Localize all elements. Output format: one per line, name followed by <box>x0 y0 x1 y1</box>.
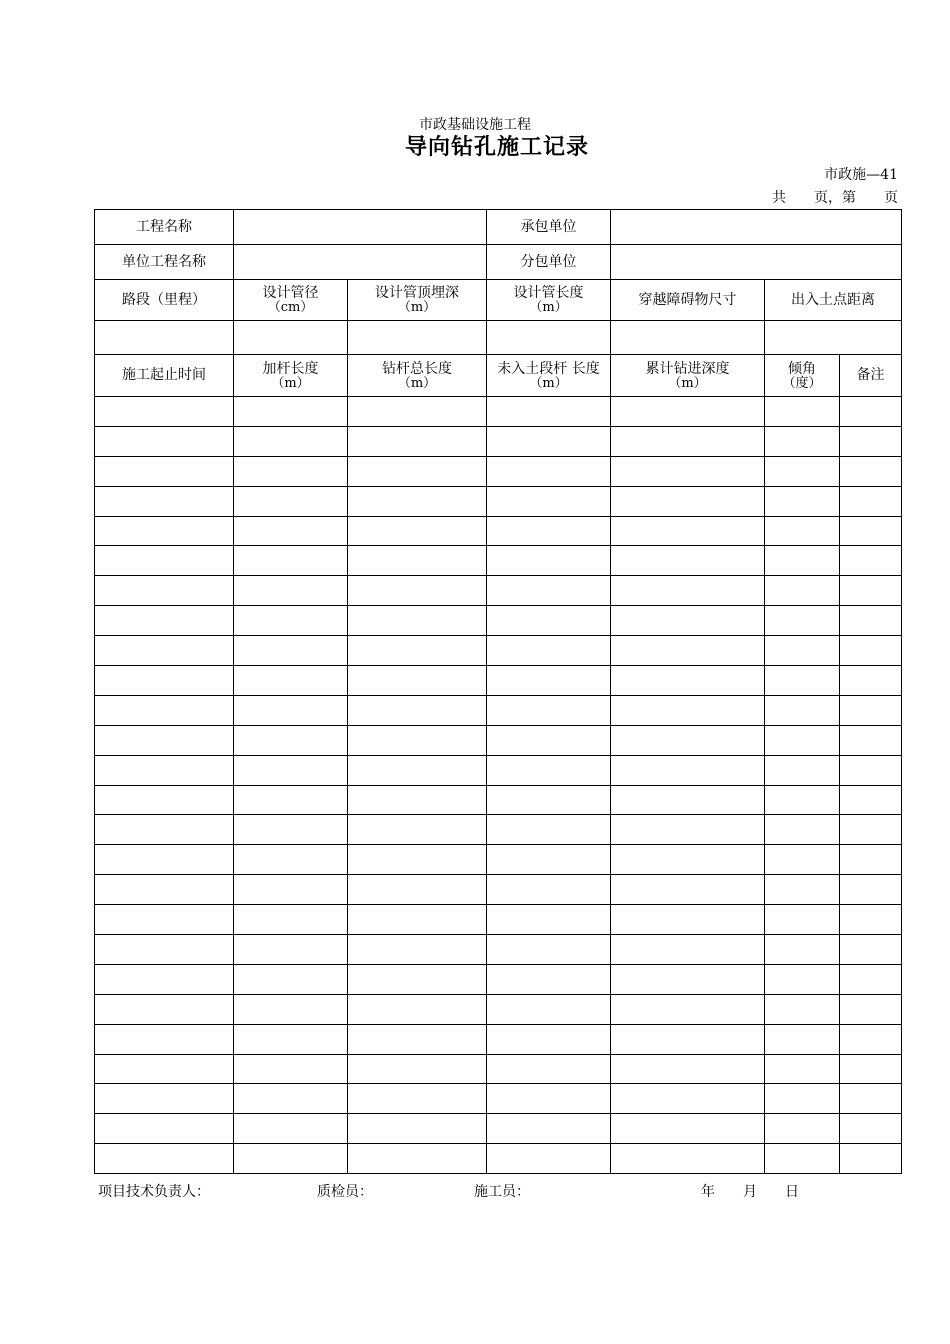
total-rod-header <box>348 355 487 397</box>
log-cell[interactable] <box>611 606 765 636</box>
pipe-length-header <box>487 280 611 321</box>
obstacle-size-value[interactable] <box>611 321 765 355</box>
log-cell[interactable] <box>95 994 234 1024</box>
log-cell[interactable] <box>487 426 611 456</box>
form-title: 导向钻孔施工记录 <box>404 134 589 160</box>
log-cell[interactable] <box>487 516 611 546</box>
log-cell[interactable] <box>487 935 611 965</box>
log-row <box>95 426 902 456</box>
log-cell[interactable] <box>765 546 840 576</box>
time-header: 施工起止时间 <box>95 355 234 397</box>
angle-label: 倾角 <box>788 360 816 377</box>
rod-length-label: 加杆长度 <box>262 360 319 377</box>
unit-project-row <box>95 245 902 280</box>
log-cell[interactable] <box>487 397 611 427</box>
log-cell[interactable] <box>611 1084 765 1114</box>
log-cell[interactable] <box>765 636 840 666</box>
log-cell[interactable] <box>611 785 765 815</box>
log-cell[interactable] <box>765 845 840 875</box>
log-row <box>95 695 902 725</box>
log-cell[interactable] <box>765 725 840 755</box>
log-cell[interactable] <box>487 755 611 785</box>
log-cell[interactable] <box>348 964 487 994</box>
log-cell[interactable] <box>95 935 234 965</box>
log-cell[interactable] <box>487 1054 611 1084</box>
log-row <box>95 994 902 1024</box>
log-cell[interactable] <box>840 755 902 785</box>
log-row <box>95 1114 902 1144</box>
log-cell[interactable] <box>611 755 765 785</box>
log-cell[interactable] <box>95 845 234 875</box>
log-cell[interactable] <box>765 785 840 815</box>
log-cell[interactable] <box>840 1024 902 1054</box>
log-cell[interactable] <box>611 456 765 486</box>
cumulative-depth-unit: （m） <box>668 375 707 391</box>
log-cell[interactable] <box>765 666 840 696</box>
angle-unit: （度） <box>782 375 822 391</box>
log-cell[interactable] <box>487 486 611 516</box>
log-cell[interactable] <box>840 636 902 666</box>
design-header-row <box>95 280 902 321</box>
log-cell[interactable] <box>487 576 611 606</box>
log-cell[interactable] <box>348 935 487 965</box>
log-header-row <box>95 355 902 397</box>
log-cell[interactable] <box>765 935 840 965</box>
log-cell[interactable] <box>840 905 902 935</box>
unit-project-field[interactable] <box>234 245 487 280</box>
log-cell[interactable] <box>234 994 348 1024</box>
log-cell[interactable] <box>348 1054 487 1084</box>
angle-header <box>765 355 840 397</box>
log-cell[interactable] <box>234 695 348 725</box>
log-cell[interactable] <box>611 964 765 994</box>
log-cell[interactable] <box>348 397 487 427</box>
log-row <box>95 1144 902 1174</box>
log-cell[interactable] <box>348 785 487 815</box>
document-number: 市政施—41 <box>824 167 898 183</box>
log-cell[interactable] <box>840 695 902 725</box>
log-cell[interactable] <box>611 576 765 606</box>
log-cell[interactable] <box>765 456 840 486</box>
log-cell[interactable] <box>840 456 902 486</box>
log-cell[interactable] <box>487 636 611 666</box>
log-cell[interactable] <box>234 1024 348 1054</box>
design-values-row <box>95 321 902 355</box>
rod-length-unit: （m） <box>271 375 310 391</box>
log-cell[interactable] <box>234 397 348 427</box>
log-cell[interactable] <box>765 1114 840 1144</box>
log-cell[interactable] <box>348 426 487 456</box>
log-cell[interactable] <box>234 516 348 546</box>
inspector-signature-label: 质检员： <box>317 1184 373 1200</box>
unburied-unit: （m） <box>529 375 568 391</box>
log-cell[interactable] <box>840 426 902 456</box>
log-row <box>95 845 902 875</box>
log-cell[interactable] <box>234 1114 348 1144</box>
log-cell[interactable] <box>611 636 765 666</box>
log-cell[interactable] <box>611 695 765 725</box>
unburied-label: 未入土段杆 长度 <box>497 360 600 377</box>
tech-lead-signature-label: 项目技术负责人： <box>98 1184 210 1200</box>
log-cell[interactable] <box>95 875 234 905</box>
log-cell[interactable] <box>95 964 234 994</box>
rod-length-header <box>234 355 348 397</box>
log-row <box>95 964 902 994</box>
log-cell[interactable] <box>487 695 611 725</box>
log-cell[interactable] <box>234 725 348 755</box>
cumulative-depth-label: 累计钻进深度 <box>645 360 730 377</box>
log-cell[interactable] <box>765 815 840 845</box>
log-cell[interactable] <box>234 785 348 815</box>
log-cell[interactable] <box>95 815 234 845</box>
log-cell[interactable] <box>95 456 234 486</box>
log-row <box>95 666 902 696</box>
pipe-diameter-label: 设计管径 <box>262 285 319 301</box>
log-cell[interactable] <box>765 397 840 427</box>
log-cell[interactable] <box>840 516 902 546</box>
log-cell[interactable] <box>348 815 487 845</box>
log-cell[interactable] <box>765 1024 840 1054</box>
project-name-label: 工程名称 <box>95 210 234 245</box>
log-row <box>95 875 902 905</box>
log-cell[interactable] <box>95 905 234 935</box>
log-cell[interactable] <box>765 426 840 456</box>
log-cell[interactable] <box>348 1144 487 1174</box>
log-cell[interactable] <box>487 606 611 636</box>
log-cell[interactable] <box>95 1084 234 1114</box>
log-cell[interactable] <box>234 636 348 666</box>
log-row <box>95 486 902 516</box>
log-cell[interactable] <box>234 576 348 606</box>
log-cell[interactable] <box>765 755 840 785</box>
page-info: 共 页，第 页 <box>772 190 898 206</box>
log-cell[interactable] <box>765 516 840 546</box>
log-cell[interactable] <box>234 755 348 785</box>
log-cell[interactable] <box>95 1054 234 1084</box>
log-cell[interactable] <box>487 1144 611 1174</box>
log-cell[interactable] <box>487 845 611 875</box>
log-cell[interactable] <box>348 576 487 606</box>
log-cell[interactable] <box>95 1024 234 1054</box>
total-rod-label: 钻杆总长度 <box>382 360 452 377</box>
log-cell[interactable] <box>348 905 487 935</box>
drilling-record-table <box>94 209 902 1174</box>
log-cell[interactable] <box>234 935 348 965</box>
log-cell[interactable] <box>765 576 840 606</box>
log-cell[interactable] <box>348 755 487 785</box>
log-row <box>95 785 902 815</box>
log-cell[interactable] <box>840 486 902 516</box>
subcontractor-label: 分包单位 <box>487 245 611 280</box>
project-name-field[interactable] <box>234 210 487 245</box>
log-row <box>95 546 902 576</box>
log-cell[interactable] <box>840 725 902 755</box>
log-cell[interactable] <box>840 1144 902 1174</box>
log-row <box>95 576 902 606</box>
log-cell[interactable] <box>95 516 234 546</box>
log-cell[interactable] <box>95 606 234 636</box>
log-cell[interactable] <box>95 695 234 725</box>
log-cell[interactable] <box>234 964 348 994</box>
log-cell[interactable] <box>840 994 902 1024</box>
log-cell[interactable] <box>234 815 348 845</box>
log-cell[interactable] <box>348 486 487 516</box>
log-cell[interactable] <box>765 695 840 725</box>
log-row <box>95 636 902 666</box>
log-cell[interactable] <box>95 666 234 696</box>
log-cell[interactable] <box>840 546 902 576</box>
log-cell[interactable] <box>611 935 765 965</box>
log-cell[interactable] <box>487 1084 611 1114</box>
pipe-top-depth-header <box>348 280 487 321</box>
log-row <box>95 755 902 785</box>
log-cell[interactable] <box>765 905 840 935</box>
log-cell[interactable] <box>765 606 840 636</box>
entry-exit-distance-value[interactable] <box>765 321 902 355</box>
log-cell[interactable] <box>487 546 611 576</box>
log-cell[interactable] <box>611 725 765 755</box>
log-row <box>95 397 902 427</box>
log-cell[interactable] <box>611 426 765 456</box>
pipe-length-label: 设计管长度 <box>513 285 584 301</box>
log-cell[interactable] <box>487 666 611 696</box>
pipe-diameter-unit: （cm） <box>267 300 314 315</box>
log-cell[interactable] <box>765 875 840 905</box>
log-cell[interactable] <box>840 964 902 994</box>
cumulative-depth-header <box>611 355 765 397</box>
log-cell[interactable] <box>487 994 611 1024</box>
log-cell[interactable] <box>95 636 234 666</box>
log-cell[interactable] <box>95 1144 234 1174</box>
log-cell[interactable] <box>95 755 234 785</box>
log-cell[interactable] <box>348 725 487 755</box>
log-cell[interactable] <box>348 1114 487 1144</box>
log-cell[interactable] <box>487 785 611 815</box>
log-cell[interactable] <box>840 666 902 696</box>
log-cell[interactable] <box>840 606 902 636</box>
date-label: 年 月 日 <box>701 1184 799 1200</box>
log-cell[interactable] <box>348 456 487 486</box>
pipe-length-value[interactable] <box>487 321 611 355</box>
log-cell[interactable] <box>487 875 611 905</box>
log-cell[interactable] <box>487 725 611 755</box>
log-cell[interactable] <box>95 785 234 815</box>
log-cell[interactable] <box>487 905 611 935</box>
log-cell[interactable] <box>234 606 348 636</box>
log-cell[interactable] <box>765 1084 840 1114</box>
log-cell[interactable] <box>765 964 840 994</box>
log-cell[interactable] <box>611 397 765 427</box>
log-cell[interactable] <box>95 1114 234 1144</box>
log-row <box>95 725 902 755</box>
pipe-top-depth-value[interactable] <box>348 321 487 355</box>
form-subtitle: 市政基础设施工程 <box>419 117 531 133</box>
log-cell[interactable] <box>840 875 902 905</box>
log-cell[interactable] <box>611 1054 765 1084</box>
unburied-header <box>487 355 611 397</box>
log-row <box>95 1024 902 1054</box>
log-cell[interactable] <box>765 994 840 1024</box>
log-cell[interactable] <box>611 845 765 875</box>
log-cell[interactable] <box>611 815 765 845</box>
log-cell[interactable] <box>95 486 234 516</box>
worker-signature-label: 施工员： <box>474 1184 530 1200</box>
log-cell[interactable] <box>611 875 765 905</box>
log-cell[interactable] <box>487 456 611 486</box>
log-cell[interactable] <box>348 845 487 875</box>
log-cell[interactable] <box>348 666 487 696</box>
log-cell[interactable] <box>234 1144 348 1174</box>
log-cell[interactable] <box>348 546 487 576</box>
log-cell[interactable] <box>348 994 487 1024</box>
log-cell[interactable] <box>234 875 348 905</box>
log-cell[interactable] <box>234 426 348 456</box>
log-cell[interactable] <box>234 666 348 696</box>
log-cell[interactable] <box>348 516 487 546</box>
log-cell[interactable] <box>611 1114 765 1144</box>
log-row <box>95 606 902 636</box>
log-cell[interactable] <box>765 486 840 516</box>
log-row <box>95 935 902 965</box>
log-cell[interactable] <box>840 1054 902 1084</box>
log-cell[interactable] <box>611 994 765 1024</box>
section-value[interactable] <box>95 321 234 355</box>
log-cell[interactable] <box>95 576 234 606</box>
log-cell[interactable] <box>234 546 348 576</box>
log-cell[interactable] <box>234 1084 348 1114</box>
log-cell[interactable] <box>234 486 348 516</box>
log-row <box>95 1054 902 1084</box>
log-row <box>95 905 902 935</box>
log-row <box>95 516 902 546</box>
log-cell[interactable] <box>348 606 487 636</box>
log-cell[interactable] <box>487 1114 611 1144</box>
log-cell[interactable] <box>348 875 487 905</box>
contractor-field[interactable] <box>611 210 902 245</box>
pipe-diameter-header <box>234 280 348 321</box>
log-cell[interactable] <box>840 935 902 965</box>
entry-exit-distance-label: 出入土点距离 <box>765 280 902 321</box>
log-cell[interactable] <box>765 1144 840 1174</box>
log-cell[interactable] <box>840 785 902 815</box>
log-cell[interactable] <box>487 964 611 994</box>
log-cell[interactable] <box>234 905 348 935</box>
log-cell[interactable] <box>95 426 234 456</box>
log-cell[interactable] <box>611 1024 765 1054</box>
subcontractor-field[interactable] <box>611 245 902 280</box>
log-cell[interactable] <box>348 1024 487 1054</box>
log-cell[interactable] <box>95 546 234 576</box>
log-cell[interactable] <box>840 815 902 845</box>
log-cell[interactable] <box>348 695 487 725</box>
log-cell[interactable] <box>348 636 487 666</box>
pipe-top-depth-label: 设计管顶埋深 <box>375 285 459 301</box>
log-cell[interactable] <box>840 576 902 606</box>
log-cell[interactable] <box>840 397 902 427</box>
pipe-diameter-value[interactable] <box>234 321 348 355</box>
obstacle-size-label: 穿越障碍物尺寸 <box>611 280 765 321</box>
log-cell[interactable] <box>840 1084 902 1114</box>
log-cell[interactable] <box>765 1054 840 1084</box>
log-cell[interactable] <box>611 666 765 696</box>
log-row <box>95 1084 902 1114</box>
pipe-length-unit: （m） <box>529 300 568 315</box>
log-cell[interactable] <box>611 905 765 935</box>
log-cell[interactable] <box>95 725 234 755</box>
log-row <box>95 815 902 845</box>
log-cell[interactable] <box>840 845 902 875</box>
log-cell[interactable] <box>234 1054 348 1084</box>
log-row <box>95 456 902 486</box>
log-cell[interactable] <box>487 1024 611 1054</box>
unit-project-label: 单位工程名称 <box>95 245 234 280</box>
log-cell[interactable] <box>348 1084 487 1114</box>
pipe-top-depth-unit: （m） <box>397 300 437 315</box>
log-cell[interactable] <box>840 1114 902 1144</box>
log-cell[interactable] <box>611 546 765 576</box>
log-cell[interactable] <box>611 516 765 546</box>
project-info-row <box>95 210 902 245</box>
log-cell[interactable] <box>611 486 765 516</box>
log-cell[interactable] <box>95 397 234 427</box>
section-label: 路段（里程） <box>95 280 234 321</box>
total-rod-unit: （m） <box>397 375 437 391</box>
contractor-label: 承包单位 <box>487 210 611 245</box>
remarks-header: 备注 <box>840 355 902 397</box>
log-cell[interactable] <box>611 1144 765 1174</box>
log-cell[interactable] <box>487 815 611 845</box>
log-cell[interactable] <box>234 845 348 875</box>
log-cell[interactable] <box>234 456 348 486</box>
